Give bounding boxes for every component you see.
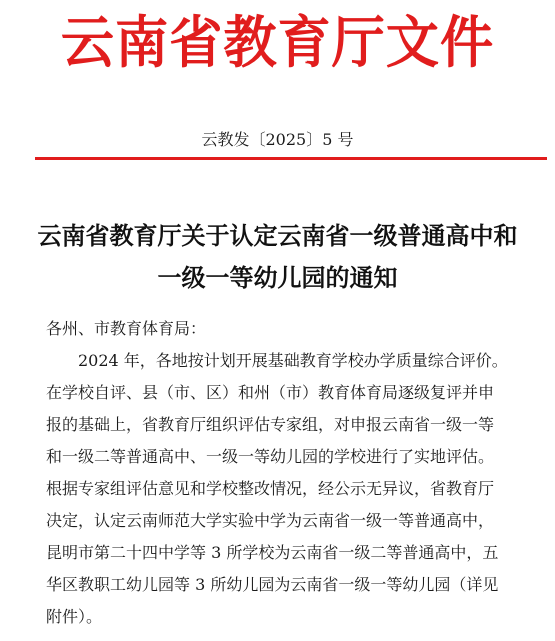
body-line-8: 华区教职工幼儿园等 3 所幼儿园为云南省一级一等幼儿园（详见 <box>46 575 499 594</box>
body-line-3: 报的基础上，省教育厅组织评估专家组，对申报云南省一级一等 <box>46 415 495 434</box>
salutation: 各州、市教育体育局： <box>46 319 207 338</box>
body-line-1: 2024 年，各地按计划开展基础教育学校办学质量综合评价。 <box>78 351 508 370</box>
red-divider-rule <box>35 157 547 160</box>
body-line-5: 根据专家组评估意见和学校整改情况，经公示无异议，省教育厅 <box>46 479 495 498</box>
body-line-9: 附件）。 <box>46 607 103 626</box>
notice-title-line-1: 云南省教育厅关于认定云南省一级普通高中和 <box>37 221 518 250</box>
issuer-header-title: 云南省教育厅文件 <box>60 10 495 76</box>
body-line-4: 和一级二等普通高中、一级一等幼儿园的学校进行了实地评估。 <box>46 447 495 466</box>
notice-body <box>46 313 546 633</box>
notice-title <box>25 215 530 299</box>
body-line-2: 在学校自评、县（市、区）和州（市）教育体育局逐级复评并申 <box>46 383 495 402</box>
body-line-7: 昆明市第二十四中学等 3 所学校为云南省一级二等普通高中，五 <box>46 543 499 562</box>
body-line-6: 决定，认定云南师范大学实验中学为云南省一级一等普通高中， <box>46 511 495 530</box>
notice-title-line-2: 一级一等幼儿园的通知 <box>157 263 398 292</box>
document-number: 云教发〔2025〕5 号 <box>201 130 354 149</box>
